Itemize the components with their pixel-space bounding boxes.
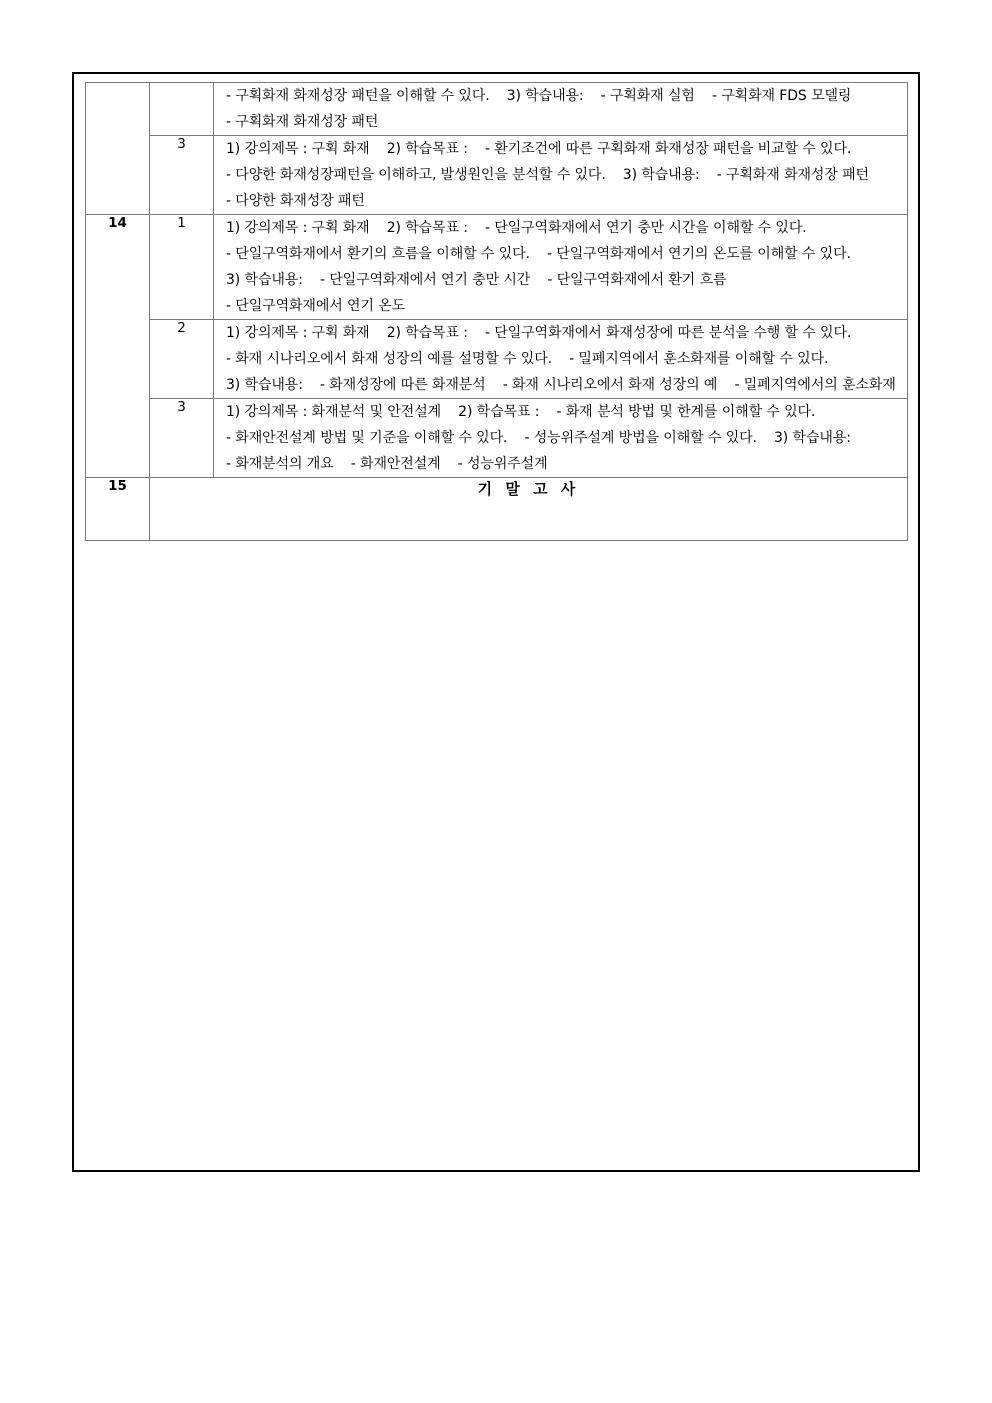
content-line: - 화재안전설계 방법 및 기준을 이해할 수 있다. xyxy=(226,430,508,446)
content-lines xyxy=(214,83,907,135)
table-row xyxy=(86,136,908,215)
content-lines xyxy=(214,399,907,477)
week-cell xyxy=(86,83,150,215)
content-line: - 밀폐지역에서의 훈소화재 xyxy=(734,377,896,393)
content-cell xyxy=(214,83,908,136)
week-cell: 15 xyxy=(86,478,150,541)
content-line: - 화재성장에 따른 화재분석 xyxy=(319,377,486,393)
content-line: 3) 학습내용: xyxy=(622,167,700,183)
content-lines xyxy=(214,320,907,398)
content-line: 1) 강의제목 : 화재분석 및 안전설계 xyxy=(226,404,442,420)
session-cell: 2 xyxy=(150,320,214,399)
final-exam-label: 기 말 고 사 xyxy=(477,480,580,498)
content-cell xyxy=(214,399,908,478)
content-cell xyxy=(214,136,908,215)
content-line: 2) 학습목표 : xyxy=(386,325,468,341)
table-row-final-exam xyxy=(86,478,908,541)
content-cell xyxy=(214,215,908,320)
content-line: - 화재 분석 방법 및 한계를 이해할 수 있다. xyxy=(556,404,816,420)
content-line: - 다양한 화재성장 패턴 xyxy=(226,193,365,209)
week-cell: 14 xyxy=(86,215,150,478)
content-line: 2) 학습목표 : xyxy=(386,141,468,157)
session-cell: 3 xyxy=(150,136,214,215)
syllabus-table xyxy=(85,82,908,541)
content-line: 1) 강의제목 : 구획 화재 xyxy=(226,325,370,341)
content-line: - 화재 시나리오에서 화재 성장의 예 xyxy=(502,377,718,393)
content-line: - 구획화재 실험 xyxy=(600,88,695,104)
content-line: 3) 학습내용: xyxy=(226,272,303,288)
final-exam-cell xyxy=(150,478,908,541)
content-line: - 화재분석의 개요 xyxy=(226,456,334,472)
table-row xyxy=(86,215,908,320)
content-line: 2) 학습목표 : xyxy=(386,220,468,236)
content-line: - 화재 시나리오에서 화재 성장의 예를 설명할 수 있다. xyxy=(226,351,553,367)
content-line: 3) 학습내용: xyxy=(774,430,851,446)
syllabus-table-wrapper xyxy=(85,82,907,541)
content-line: - 단일구역화재에서 연기 충만 시간을 이해할 수 있다. xyxy=(484,220,807,236)
content-line: - 성능위주설계 xyxy=(457,456,548,472)
session-cell: 3 xyxy=(150,399,214,478)
content-line: - 단일구역화재에서 환기의 흐름을 이해할 수 있다. xyxy=(226,246,530,262)
session-cell: 1 xyxy=(150,215,214,320)
table-row xyxy=(86,320,908,399)
session-cell xyxy=(150,83,214,136)
content-line: - 구획화재 FDS 모델링 xyxy=(711,88,852,104)
content-line: - 단일구역화재에서 연기 온도 xyxy=(226,298,406,314)
table-row xyxy=(86,83,908,136)
content-line: - 다양한 화재성장패턴을 이해하고, 발생원인을 분석할 수 있다. xyxy=(226,167,606,183)
content-line: - 구획화재 화재성장 패턴 xyxy=(226,114,379,130)
content-line: - 밀폐지역에서 훈소화재를 이해할 수 있다. xyxy=(569,351,829,367)
content-line: - 구획화재 화재성장 패턴을 이해할 수 있다. xyxy=(226,88,490,104)
content-lines xyxy=(214,215,907,319)
content-line: - 단일구역화재에서 연기의 온도를 이해할 수 있다. xyxy=(546,246,851,262)
content-line: - 단일구역화재에서 화재성장에 따른 분석을 수행 할 수 있다. xyxy=(484,325,852,341)
content-cell xyxy=(214,320,908,399)
content-line: - 단일구역화재에서 연기 충만 시간 xyxy=(319,272,531,288)
content-line: 3) 학습내용: xyxy=(506,88,584,104)
content-line: - 화재안전설계 xyxy=(350,456,441,472)
content-line: - 성능위주설계 방법을 이해할 수 있다. xyxy=(524,430,757,446)
table-row xyxy=(86,399,908,478)
content-line: - 환기조건에 따른 구획화재 화재성장 패턴을 비교할 수 있다. xyxy=(484,141,852,157)
content-line: - 단일구역화재에서 환기 흐름 xyxy=(547,272,727,288)
content-line: - 구획화재 화재성장 패턴 xyxy=(716,167,869,183)
content-line: 1) 강의제목 : 구획 화재 xyxy=(226,141,370,157)
content-line: 1) 강의제목 : 구획 화재 xyxy=(226,220,370,236)
content-line: 3) 학습내용: xyxy=(226,377,303,393)
content-line: 2) 학습목표 : xyxy=(458,404,540,420)
content-lines xyxy=(214,136,907,214)
